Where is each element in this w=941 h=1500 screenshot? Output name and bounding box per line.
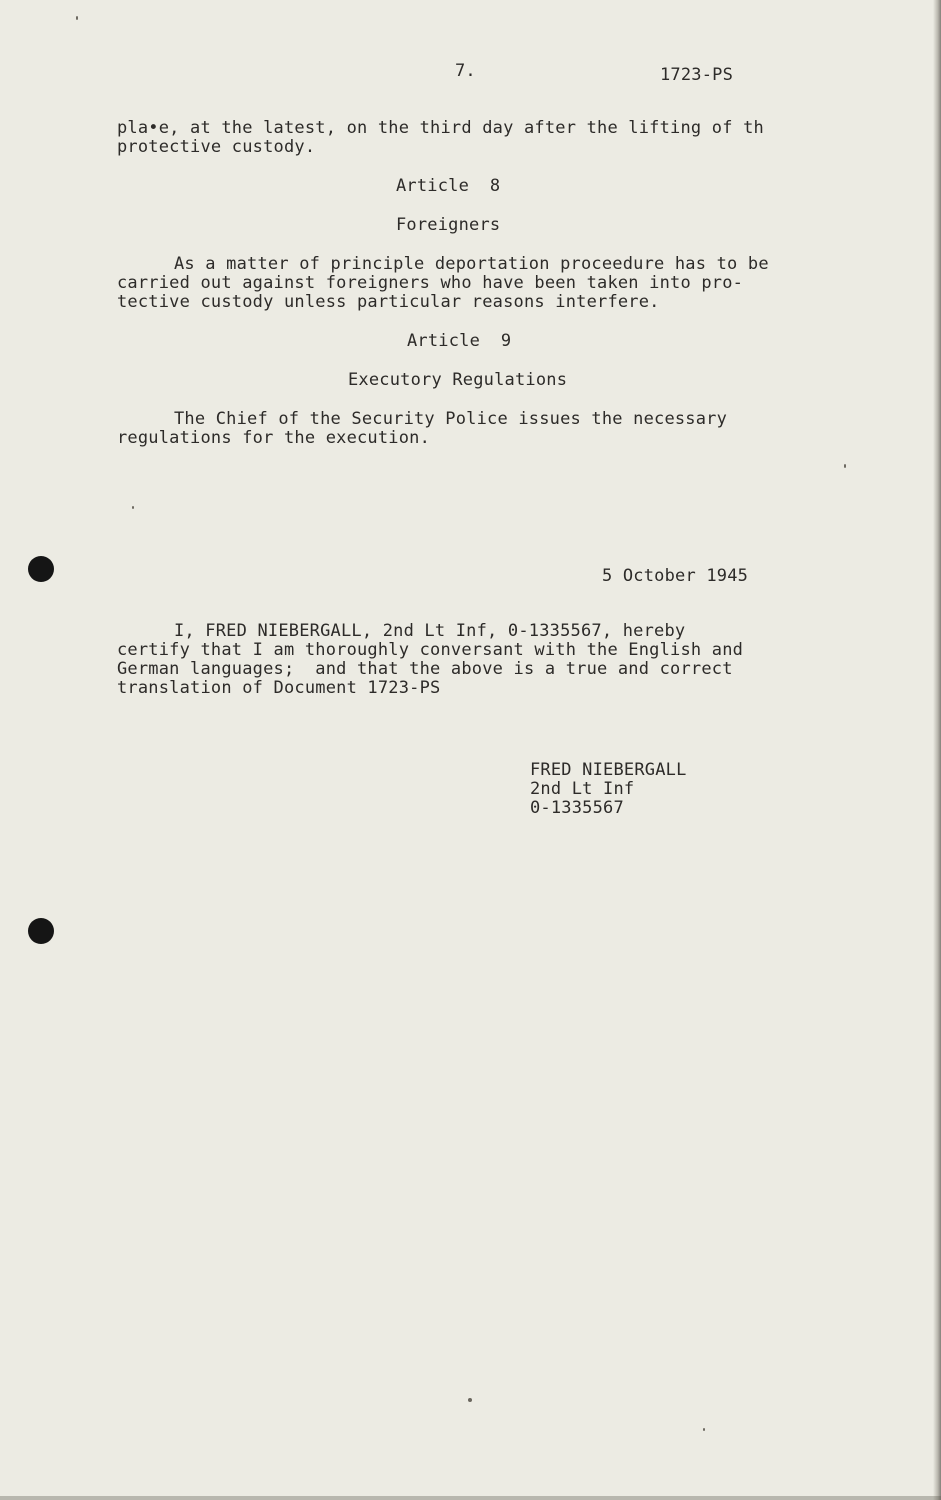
paper-speck	[76, 16, 78, 20]
certification-date: 5 October 1945	[602, 566, 749, 586]
signature-rank: 2nd Lt Inf	[530, 779, 635, 799]
article-9-line-1: The Chief of the Security Police issues the necessary	[174, 409, 728, 429]
certification-line-3: German languages; and that the above is a true and correct	[117, 659, 733, 679]
continuation-line-1: pla•e, at the latest, on the third day after the lifting of th	[117, 118, 764, 138]
article-8-line-3: tective custody unless particular reasons interfere.	[117, 292, 660, 312]
page-edge-shadow	[933, 0, 941, 1500]
article-9-heading: Article 9	[407, 331, 512, 351]
punch-hole-bottom	[28, 918, 54, 944]
article-9-line-2: regulations for the execution.	[117, 428, 431, 448]
paper-speck	[844, 464, 846, 468]
certification-line-1: I, FRED NIEBERGALL, 2nd Lt Inf, 0-1335567, hereby	[174, 621, 686, 641]
signature-name: FRED NIEBERGALL	[530, 760, 687, 780]
page-bottom-edge	[0, 1496, 941, 1500]
article-8-line-1: As a matter of principle deportation proceedure has to be	[174, 254, 769, 274]
page-number: 7.	[455, 61, 476, 81]
punch-hole-top	[28, 556, 54, 582]
article-9-title: Executory Regulations	[348, 370, 568, 390]
paper-speck	[703, 1428, 705, 1431]
certification-line-2: certify that I am thoroughly conversant with the English and	[117, 640, 744, 660]
continuation-line-2: protective custody.	[117, 137, 316, 157]
certification-line-4: translation of Document 1723-PS	[117, 678, 441, 698]
document-id: 1723-PS	[660, 65, 734, 85]
paper-speck	[468, 1398, 472, 1402]
article-8-line-2: carried out against foreigners who have been taken into pro-	[117, 273, 744, 293]
article-8-heading: Article 8	[396, 176, 501, 196]
paper-speck	[132, 506, 134, 509]
article-8-title: Foreigners	[396, 215, 501, 235]
signature-serial: 0-1335567	[530, 798, 624, 818]
